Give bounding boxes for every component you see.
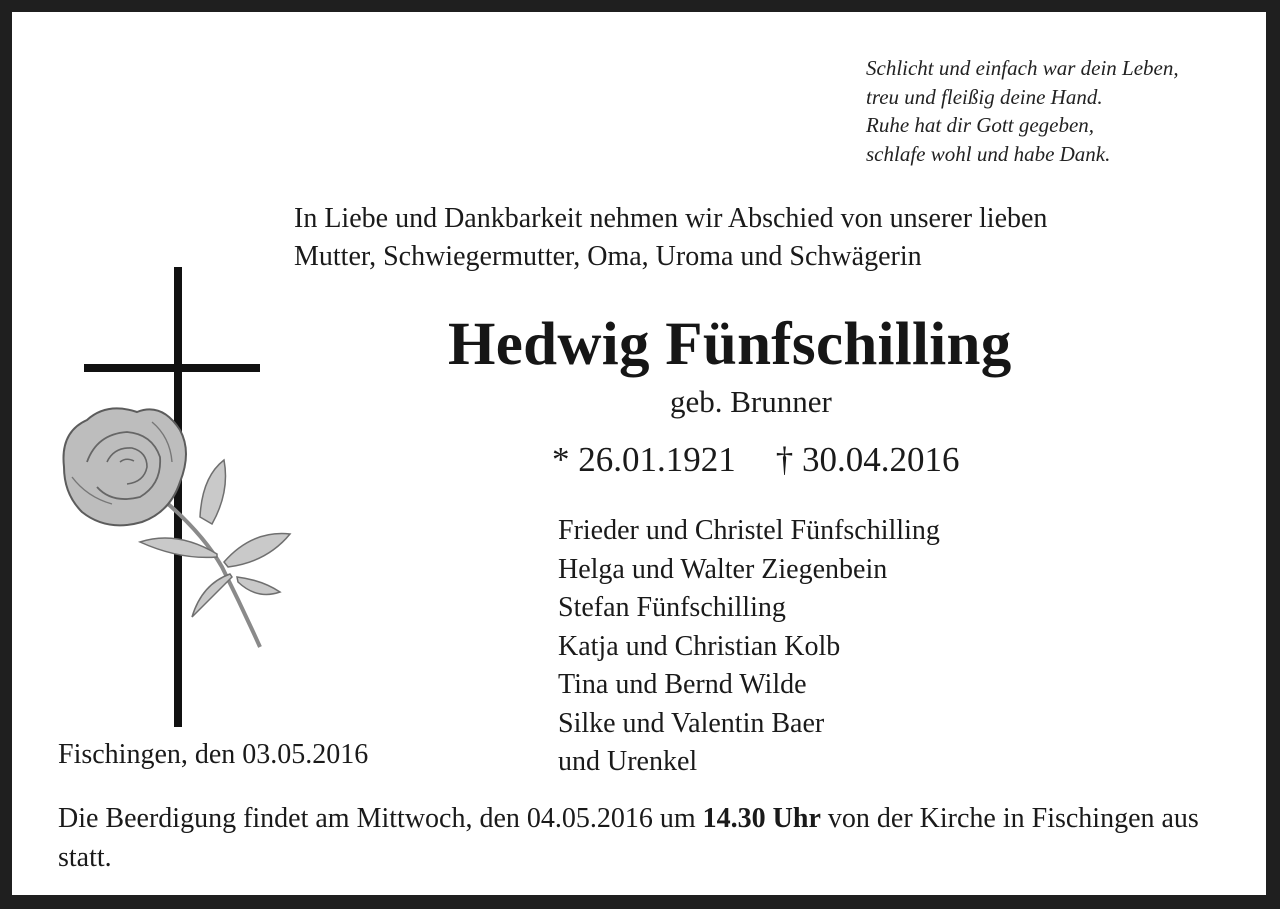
rose-leaf xyxy=(192,574,232,617)
deceased-name: Hedwig Fünfschilling xyxy=(448,311,1012,378)
mourner-entry: Silke und Valentin Baer xyxy=(558,707,825,739)
birth-date: * 26.01.1921 xyxy=(552,440,736,479)
poem-line: Ruhe hat dir Gott gegeben, xyxy=(866,113,1095,137)
mourner-entry: Tina und Bernd Wilde xyxy=(558,669,807,700)
cross-horizontal xyxy=(84,364,260,372)
funeral-text: Die Beerdigung findet am Mittwoch, den 04.05.2016 um xyxy=(58,803,703,834)
obituary-card xyxy=(12,12,1266,895)
funeral-notice xyxy=(58,799,1238,877)
mourner-entry: Frieder und Christel Fünfschilling xyxy=(558,515,940,546)
intro-line: Mutter, Schwiegermutter, Oma, Uroma und Schwägerin xyxy=(294,241,922,272)
rose-leaf xyxy=(224,534,290,567)
cross-with-rose-icon xyxy=(52,262,302,732)
rose-leaf xyxy=(237,577,280,594)
poem-line: treu und fleißig deine Hand. xyxy=(866,84,1103,109)
birth-name: geb. Brunner xyxy=(670,384,832,419)
poem xyxy=(866,54,1179,168)
funeral-text: von der Kirche in Fischingen aus statt. xyxy=(58,803,1199,873)
poem-line: Schlicht und einfach war dein Leben, xyxy=(866,56,1179,80)
intro-line: In Liebe und Dankbarkeit nehmen wir Abschied von unserer lieben xyxy=(294,203,1048,234)
place-and-date: Fischingen, den 03.05.2016 xyxy=(58,739,369,770)
mourners-list xyxy=(558,512,940,782)
mourner-entry: Stefan Fünfschilling xyxy=(558,592,786,623)
mourner-entry: und Urenkel xyxy=(558,746,698,777)
mourner-entry: Katja und Christian Kolb xyxy=(558,630,841,662)
rose-leaf xyxy=(200,460,226,524)
intro-text xyxy=(294,200,1047,276)
death-date: † 30.04.2016 xyxy=(775,440,960,479)
poem-line: schlafe wohl und habe Dank. xyxy=(866,141,1111,166)
life-dates xyxy=(552,440,960,480)
rose-bloom xyxy=(63,408,186,525)
cross-vertical xyxy=(174,267,182,727)
mourner-entry: Helga und Walter Ziegenbein xyxy=(558,553,888,585)
funeral-time: 14.30 Uhr xyxy=(702,803,821,834)
